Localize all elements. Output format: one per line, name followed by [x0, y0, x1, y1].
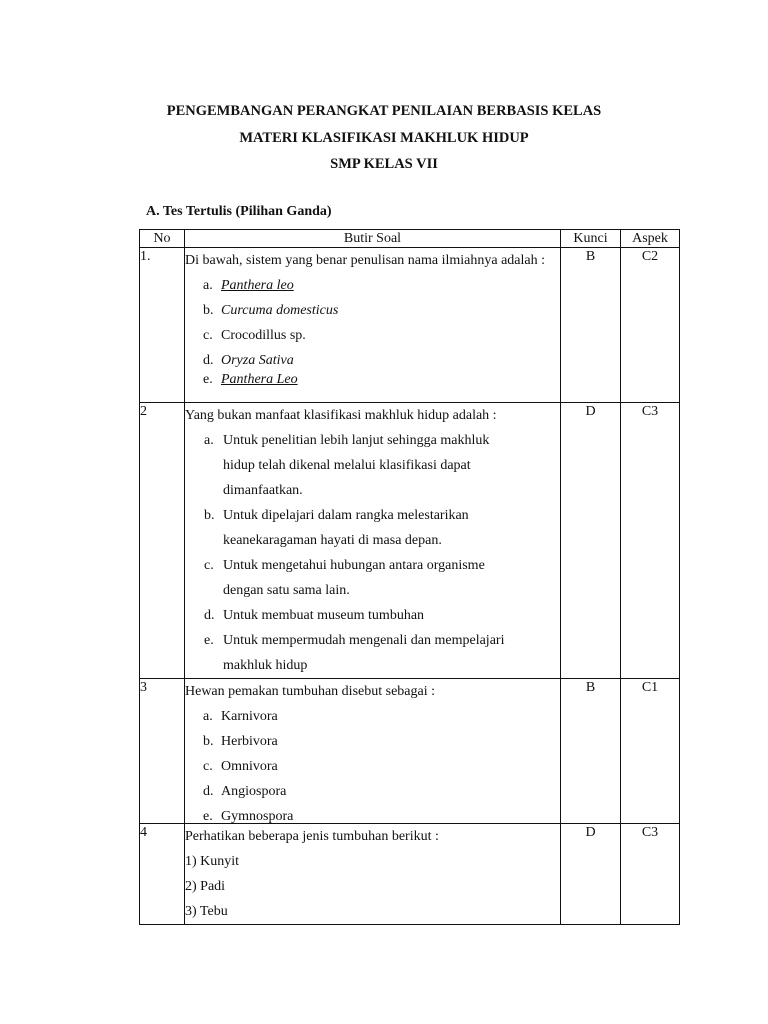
- option-text: Panthera Leo: [221, 372, 298, 387]
- header-no: No: [140, 230, 185, 248]
- cognitive-aspect: C3: [621, 824, 680, 925]
- list-item: 3) Tebu: [185, 904, 228, 919]
- option-letter: c.: [203, 759, 213, 774]
- option-text-line: Untuk penelitian lebih lanjut sehingga makhluk: [223, 433, 490, 448]
- question-table: [139, 229, 680, 925]
- option-item: [185, 323, 560, 348]
- option-item: [185, 503, 560, 553]
- option-letter: a.: [203, 709, 213, 724]
- option-letter: a.: [204, 433, 214, 448]
- question-number: 3: [140, 679, 185, 824]
- option-text-line: Untuk dipelajari dalam rangka melestarikan: [223, 508, 469, 523]
- option-list: [185, 273, 560, 387]
- option-item: [185, 273, 560, 298]
- option-item: [185, 729, 560, 754]
- option-text-line: hidup telah dikenal melalui klasifikasi dapat: [223, 458, 471, 473]
- option-item: [185, 628, 560, 678]
- option-letter: a.: [203, 278, 213, 293]
- option-letter: d.: [203, 353, 214, 368]
- option-letter: c.: [204, 558, 214, 573]
- option-text: Herbivora: [221, 734, 278, 749]
- option-text: Panthera leo: [221, 278, 294, 293]
- table-row: [140, 824, 680, 925]
- option-letter: b.: [203, 303, 214, 318]
- option-item: [185, 553, 560, 603]
- question-cell: [185, 403, 561, 679]
- option-text: Oryza Sativa: [221, 353, 294, 368]
- question-number: 1.: [140, 248, 185, 403]
- option-text: Omnivora: [221, 759, 278, 774]
- option-item: [185, 373, 560, 387]
- document-title-line-2: MATERI KLASIFIKASI MAKHLUK HIDUP: [239, 130, 529, 146]
- option-letter: e.: [203, 809, 213, 824]
- question-text: Hewan pemakan tumbuhan disebut sebagai :: [185, 684, 435, 699]
- cognitive-aspect: C2: [621, 248, 680, 403]
- question-number: 2: [140, 403, 185, 679]
- option-item: [185, 603, 560, 628]
- section-heading: A. Tes Tertulis (Pilihan Ganda): [146, 204, 332, 219]
- table-row: [140, 248, 680, 403]
- header-aspek: Aspek: [621, 230, 680, 248]
- cognitive-aspect: C3: [621, 403, 680, 679]
- table-header-row: [140, 230, 680, 248]
- question-text: Yang bukan manfaat klasifikasi makhluk hidup adalah :: [185, 408, 497, 423]
- option-letter: d.: [203, 784, 214, 799]
- option-text: Curcuma domesticus: [221, 303, 339, 318]
- option-letter: d.: [204, 608, 215, 623]
- option-text-line: dengan satu sama lain.: [223, 583, 350, 598]
- header-butir-soal: Butir Soal: [185, 230, 561, 248]
- option-item: [185, 428, 560, 503]
- option-item: [185, 348, 560, 373]
- document-title-line-3: SMP KELAS VII: [330, 156, 438, 172]
- option-text-line: dimanfaatkan.: [223, 483, 303, 498]
- option-item: [185, 804, 560, 822]
- list-item: 1) Kunyit: [185, 854, 240, 869]
- option-letter: b.: [203, 734, 214, 749]
- option-letter: e.: [203, 372, 213, 387]
- answer-key: B: [561, 679, 621, 824]
- option-item: [185, 779, 560, 804]
- question-number: 4: [140, 824, 185, 925]
- option-list: [185, 428, 560, 678]
- option-letter: e.: [204, 633, 214, 648]
- list-item: 2) Padi: [185, 879, 226, 894]
- question-text: Perhatikan beberapa jenis tumbuhan berikut :: [185, 829, 439, 844]
- table-row: [140, 679, 680, 824]
- option-text-line: Untuk mengetahui hubungan antara organisme: [223, 558, 485, 573]
- option-item: [185, 754, 560, 779]
- option-text-line: Untuk mempermudah mengenali dan mempelajari: [223, 633, 505, 648]
- option-text: Crocodillus sp.: [221, 328, 306, 343]
- question-cell: [185, 248, 561, 403]
- option-text: Gymnospora: [221, 809, 294, 824]
- answer-key: D: [561, 824, 621, 925]
- option-text-line: Untuk membuat museum tumbuhan: [223, 608, 425, 623]
- question-cell: [185, 679, 561, 824]
- cognitive-aspect: C1: [621, 679, 680, 824]
- answer-key: B: [561, 248, 621, 403]
- option-item: [185, 298, 560, 323]
- option-text-line: keanekaragaman hayati di masa depan.: [223, 533, 442, 548]
- option-text: Angiospora: [221, 784, 287, 799]
- option-text: Karnivora: [221, 709, 278, 724]
- option-text-line: makhluk hidup: [223, 658, 308, 673]
- header-kunci: Kunci: [561, 230, 621, 248]
- option-list: [185, 704, 560, 822]
- option-item: [185, 704, 560, 729]
- answer-key: D: [561, 403, 621, 679]
- document-title-line-1: PENGEMBANGAN PERANGKAT PENILAIAN BERBASIS KELAS: [166, 103, 602, 119]
- option-letter: c.: [203, 328, 213, 343]
- question-text: Di bawah, sistem yang benar penulisan nama ilmiahnya adalah :: [185, 253, 546, 268]
- question-cell: [185, 824, 561, 925]
- option-letter: b.: [204, 508, 215, 523]
- table-row: [140, 403, 680, 679]
